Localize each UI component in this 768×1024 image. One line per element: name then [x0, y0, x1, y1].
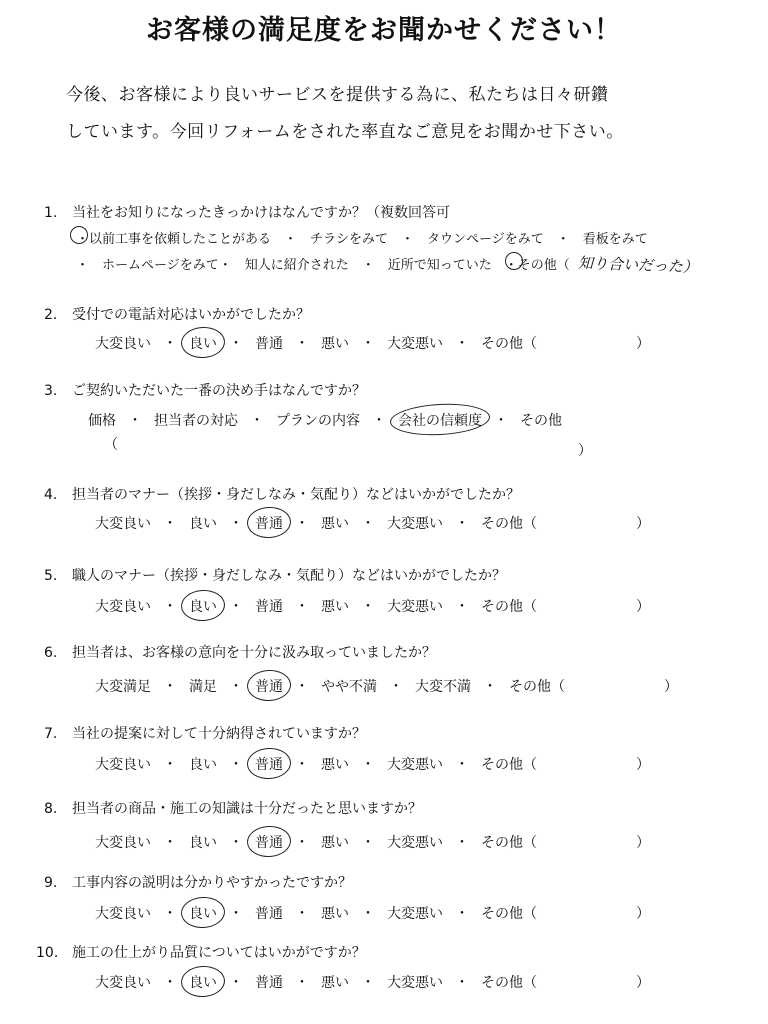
option-0: 大変満足 — [95, 679, 151, 695]
separator: ・ — [455, 516, 469, 532]
option-3: 悪い — [321, 757, 349, 773]
separator: ・ — [295, 679, 309, 695]
q7-options — [95, 754, 537, 774]
separator: ・ — [295, 599, 309, 615]
question-9 — [44, 872, 352, 892]
separator: ・ — [229, 906, 243, 922]
q5-options — [95, 596, 537, 616]
separator: ・ — [163, 835, 177, 851]
separator: ・ — [295, 835, 309, 851]
separator: ・ — [163, 757, 177, 773]
option-0: 大変良い — [95, 516, 151, 532]
separator: ・ — [361, 906, 375, 922]
q10-close-paren: ） — [636, 975, 650, 991]
separator: ・ — [483, 679, 497, 695]
q2-options — [95, 333, 537, 353]
option-2: 普通 — [255, 599, 283, 615]
question-number: 2. — [44, 307, 58, 323]
option-5: その他（ — [481, 599, 537, 615]
option-0: 大変良い — [95, 906, 151, 922]
q6-options — [95, 676, 565, 696]
option-3: 悪い — [321, 599, 349, 615]
question-number: 1. — [44, 205, 58, 221]
option-2: 普通 — [255, 975, 283, 991]
option-3: 悪い — [321, 336, 349, 352]
separator: ・ — [229, 757, 243, 773]
separator: ・ — [295, 336, 309, 352]
question-number: 6. — [44, 645, 58, 661]
option-2: 普通 — [255, 906, 283, 922]
question-6 — [44, 642, 436, 662]
separator: ・ — [295, 757, 309, 773]
separator: ・ — [455, 336, 469, 352]
question-number: 4. — [44, 487, 58, 503]
option-1: 担当者の対応 — [154, 413, 238, 429]
q10-options — [95, 972, 537, 992]
option-4: 大変悪い — [387, 516, 443, 532]
q7-close-paren: ） — [636, 757, 650, 773]
separator: ・ — [455, 975, 469, 991]
option-1: 良い — [189, 835, 217, 851]
question-text: 担当者のマナー（挨拶・身だしなみ・気配り）などはいかがでしたか？ — [72, 487, 520, 503]
option-4: その他 — [520, 413, 562, 429]
option-5: その他（ — [481, 835, 537, 851]
question-5 — [44, 565, 506, 585]
q1-options-line-1: ・以前工事を依頼したことがある ・ チラシをみて ・ タウンページをみて ・ 看板をみて — [76, 232, 648, 247]
q1-options-line-2: ・ ホームページをみて・ 知人に紹介された ・ 近所で知っていた ・その他（ — [76, 258, 570, 273]
separator: ・ — [361, 757, 375, 773]
separator: ・ — [128, 413, 142, 429]
question-3 — [44, 380, 366, 400]
question-text: 施工の仕上がり品質についてはいかがですか？ — [72, 945, 366, 961]
q3-options — [88, 410, 562, 430]
intro-line-2: しています。今回リフォームをされた率直なご意見をお聞かせ下さい。 — [66, 122, 624, 142]
option-2: 普通 — [255, 336, 283, 352]
separator: ・ — [163, 975, 177, 991]
q9-options — [95, 903, 537, 923]
separator: ・ — [229, 599, 243, 615]
separator: ・ — [229, 336, 243, 352]
intro-line-1: 今後、お客様により良いサービスを提供する為に、私たちは日々研鑽 — [66, 85, 609, 105]
question-number: 9. — [44, 875, 58, 891]
separator: ・ — [163, 336, 177, 352]
option-3: 悪い — [321, 516, 349, 532]
option-5: その他（ — [509, 679, 565, 695]
option-0: 大変良い — [95, 835, 151, 851]
question-text: 職人のマナー（挨拶・身だしなみ・気配り）などはいかがでしたか？ — [72, 568, 506, 584]
question-7 — [44, 723, 366, 743]
separator: ・ — [361, 975, 375, 991]
separator: ・ — [389, 679, 403, 695]
option-0: 大変良い — [95, 336, 151, 352]
separator: ・ — [163, 516, 177, 532]
option-0: 価格 — [88, 413, 116, 429]
question-number: 8. — [44, 801, 58, 817]
separator: ・ — [250, 413, 264, 429]
question-8 — [44, 798, 422, 818]
separator: ・ — [455, 599, 469, 615]
option-1: 良い — [189, 972, 217, 992]
separator: ・ — [229, 835, 243, 851]
separator: ・ — [361, 599, 375, 615]
option-1: 満足 — [189, 679, 217, 695]
option-4: 大変悪い — [387, 906, 443, 922]
option-2: 普通 — [255, 754, 283, 774]
option-0: 大変良い — [95, 757, 151, 773]
option-4: 大変悪い — [387, 599, 443, 615]
question-number: 5. — [44, 568, 58, 584]
question-text: 担当者は、お客様の意向を十分に汲み取っていましたか？ — [72, 645, 436, 661]
q8-close-paren: ） — [636, 835, 650, 851]
option-3: 悪い — [321, 906, 349, 922]
q2-close-paren: ） — [636, 336, 650, 352]
option-4: 大変悪い — [387, 975, 443, 991]
separator: ・ — [229, 975, 243, 991]
question-text: ご契約いただいた一番の決め手はなんですか？ — [72, 383, 366, 399]
option-5: その他（ — [481, 975, 537, 991]
option-1: 良い — [189, 903, 217, 923]
option-5: その他（ — [481, 906, 537, 922]
question-text: 工事内容の説明は分かりやすかったですか？ — [72, 875, 352, 891]
question-number: 10. — [36, 945, 59, 961]
option-1: 良い — [189, 333, 217, 353]
option-2: 普通 — [255, 832, 283, 852]
option-1: 良い — [189, 757, 217, 773]
q4-options — [95, 513, 537, 533]
option-5: その他（ — [481, 757, 537, 773]
option-4: 大変不満 — [415, 679, 471, 695]
question-4 — [44, 484, 520, 504]
survey-title: お客様の満足度をお聞かせください！ — [146, 15, 622, 46]
separator: ・ — [361, 835, 375, 851]
question-text: 担当者の商品・施工の知識は十分だったと思いますか？ — [72, 801, 422, 817]
option-3: 会社の信頼度 — [398, 410, 482, 430]
option-0: 大変良い — [95, 975, 151, 991]
option-0: 大変良い — [95, 599, 151, 615]
option-2: プランの内容 — [276, 413, 360, 429]
q4-close-paren: ） — [636, 516, 650, 532]
separator: ・ — [361, 336, 375, 352]
separator: ・ — [455, 835, 469, 851]
question-text: 当社をお知りになったきっかけはなんですか？（複数回答可 — [72, 205, 450, 221]
separator: ・ — [295, 975, 309, 991]
question-10 — [36, 942, 366, 962]
question-number: 7. — [44, 726, 58, 742]
option-4: 大変悪い — [387, 336, 443, 352]
option-1: 良い — [189, 596, 217, 616]
separator: ・ — [163, 679, 177, 695]
separator: ・ — [163, 599, 177, 615]
option-2: 普通 — [255, 513, 283, 533]
option-3: 悪い — [321, 975, 349, 991]
separator: ・ — [163, 906, 177, 922]
question-number: 3. — [44, 383, 58, 399]
separator: ・ — [229, 516, 243, 532]
option-5: その他（ — [481, 336, 537, 352]
option-1: 良い — [189, 516, 217, 532]
separator: ・ — [295, 516, 309, 532]
option-5: その他（ — [481, 516, 537, 532]
separator: ・ — [494, 413, 508, 429]
separator: ・ — [372, 413, 386, 429]
question-1 — [44, 202, 450, 222]
separator: ・ — [229, 679, 243, 695]
q3-close-paren: ） — [578, 443, 592, 459]
handwritten-answer: 知り合いだった） — [577, 253, 699, 277]
question-text: 受付での電話対応はいかがでしたか？ — [72, 307, 310, 323]
option-4: 大変悪い — [387, 835, 443, 851]
separator: ・ — [455, 757, 469, 773]
separator: ・ — [295, 906, 309, 922]
separator: ・ — [361, 516, 375, 532]
option-3: 悪い — [321, 835, 349, 851]
q6-close-paren: ） — [664, 679, 678, 695]
option-2: 普通 — [255, 676, 283, 696]
q9-close-paren: ） — [636, 906, 650, 922]
option-3: やや不満 — [321, 679, 377, 695]
q5-close-paren: ） — [636, 599, 650, 615]
question-2 — [44, 304, 310, 324]
q3-open-paren: （ — [104, 437, 118, 453]
q8-options — [95, 832, 537, 852]
question-text: 当社の提案に対して十分納得されていますか？ — [72, 726, 366, 742]
separator: ・ — [455, 906, 469, 922]
option-4: 大変悪い — [387, 757, 443, 773]
